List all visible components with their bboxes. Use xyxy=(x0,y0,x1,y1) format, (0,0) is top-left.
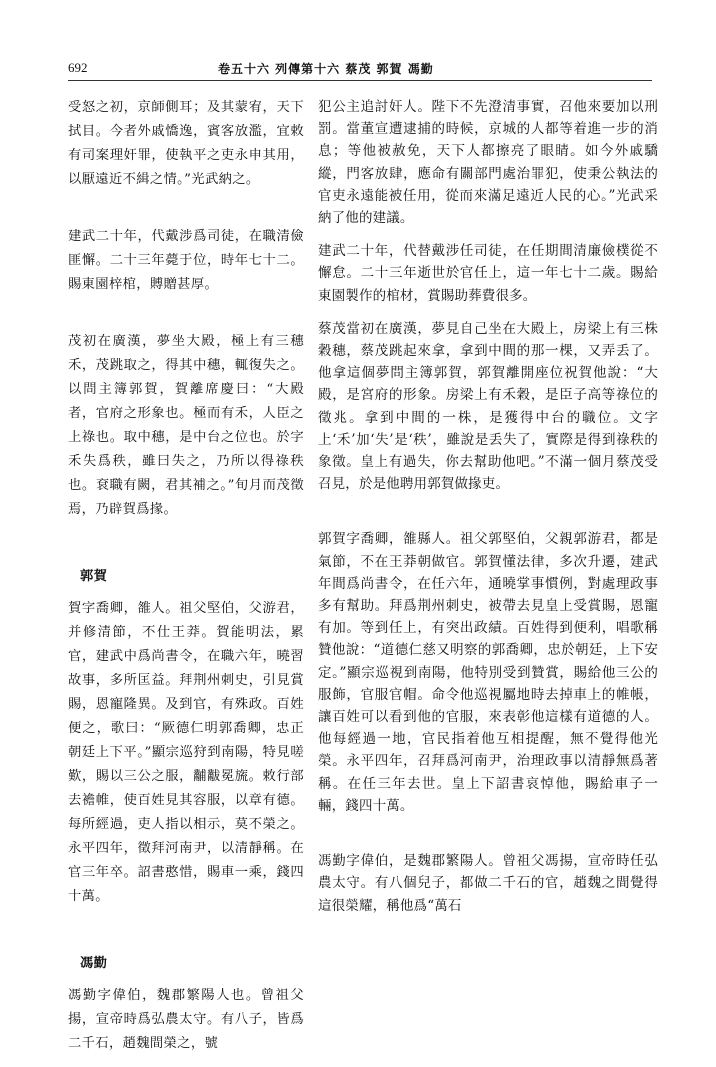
translation-paragraph-3: 蔡茂當初在廣漢，夢見自己坐在大殿上，房梁上有三株穀穗，蔡茂跳起來拿，拿到中間的那一棵，又弄丢了。他拿這個夢問主簿郭賀，郭賀離開座位祝賀他說：“大殿，是宮府的形象。房梁上有禾穀，是臣子高等祿位的徵兆。拿到中間的一株，是獲得中台的職位。文字上‘禾’加‘失’是‘秩’，雖說是丢失了，實際是得到祿秩的象徵。皇上有過失，你去幫助他吧。”不滿一個月蔡茂受召見，於是他聘用郭賀做掾吏。 xyxy=(318,320,658,493)
page-number: 692 xyxy=(68,60,88,75)
paragraph-gap xyxy=(68,203,304,225)
translation-column xyxy=(318,96,658,928)
translation-paragraph-4: 郭賀字喬卿，雒縣人。祖父郭堅伯，父親郭游君，都是氣節，不在王莽朝做官。郭賀懂法律，多次升遷，建武年間爲尚書令，在任六年，通曉掌事慣例，對處理政事多有幫助。拜爲荆州刺史，被帶去見皇上受賞賜，恩寵有加。等到任上，有突出政績。百姓得到便利，唱歌稱贊他說：“道德仁慈又明察的郭喬卿，忠於朝廷，上下安定。”顯宗巡視到南陽，他特別受到贊賞，賜給他三公的服飾，官服官帽。命令他巡視屬地時去掉車上的帷帳，讓百姓可以看到他的官服，來表彰他這樣有道德的人。他每經過一地，官民指着他互相提醒，無不覺得他光榮。永平四年，召拜爲河南尹，治理政事以清靜無爲著稱。在任三年去世。皇上下詔書哀悼他，賜給車子一輛，錢四十萬。 xyxy=(318,531,658,814)
classical-text-column xyxy=(68,96,304,1067)
page-header xyxy=(68,60,648,80)
paragraph-gap xyxy=(68,533,304,555)
section-heading-guo-he: 郭賀 xyxy=(80,569,108,584)
paragraph-gap xyxy=(68,308,304,330)
translation-paragraph-2: 建武二十年，代替戴涉任司徒，在任期間清廉儉樸從不懈怠。二十三年逝世於官任上，這一年七十二歲。賜給東園製作的棺材，賞賜助葬費很多。 xyxy=(318,243,658,304)
classical-paragraph-5: 馮勤字偉伯，魏郡繁陽人也。曾祖父揚，宣帝時爲弘農太守。有八子，皆爲二千石，趙魏間榮之，號 xyxy=(68,988,304,1051)
running-head: 卷五十六 列傳第十六 蔡茂 郭賀 馮勤 xyxy=(218,62,434,76)
paragraph-gap xyxy=(318,828,658,850)
paragraph-gap xyxy=(68,920,304,942)
translation-paragraph-5: 馮勤字偉伯，是魏郡繁陽人。曾祖父馮揚，宣帝時任弘農太守。有八個兒子，都做二千石的官，趙魏之間覺得這很榮耀，稱他爲“萬石 xyxy=(318,853,658,914)
classical-paragraph-3: 茂初在廣漢，夢坐大殿，極上有三穗禾，茂跳取之，得其中穗，輒復失之。以問主簿郭賀，賀離席慶曰：“大殿者，官府之形象也。極而有禾，人臣之上祿也。取中穗，是中台之位也。於字禾失爲秩，雖曰失之，乃所以得祿秩也。袞職有闕，君其補之。”旬月而茂徵焉，乃辟賀爲掾。 xyxy=(68,334,304,517)
section-heading-feng-qin: 馮勤 xyxy=(80,956,108,971)
classical-paragraph-1: 受怒之初，京師側耳；及其蒙宥，天下拭目。今者外戚憍逸，賓客放濫，宜敕有司案理奸罪，使執平之吏永申其用，以厭遠近不緝之情。”光武納之。 xyxy=(68,100,304,187)
classical-paragraph-2: 建武二十年，代戴涉爲司徒，在職清儉匪懈。二十三年薨于位，時年七十二。賜東園梓棺，賻贈甚厚。 xyxy=(68,229,304,292)
classical-paragraph-4: 賀字喬卿，雒人。祖父堅伯，父游君，并修清節，不仕王莽。賀能明法，累官，建武中爲尚書令，在職六年，曉習故事，多所匡益。拜荆州刺史，引見賞賜，恩寵隆異。及到官，有殊政。百姓便之，歌曰：“厥德仁明郭喬卿，忠正朝廷上下平。”顯宗巡狩到南陽，特見嗟歎，賜以三公之服，黼黻冕旒。敕行部去襜帷，使百姓見其容服，以章有德。每所經過，吏人指以相示，莫不榮之。永平四年，徵拜河南尹，以清靜稱。在官三年卒。詔書憨惜，賜車一乘，錢四十萬。 xyxy=(68,601,304,904)
paragraph-gap xyxy=(318,506,658,528)
translation-paragraph-1: 犯公主追討奸人。陛下不先澄清事實，召他來要加以刑罰。當董宣遭逮捕的時候，京城的人都等着進一步的消息；等他被赦免，天下人都擦亮了眼睛。如今外戚驕縱，門客放肆，應命有關部門處治罪犯，使秉公執法的官吏永遠能被任用，從而來滿足遠近人民的心。”光武采納了他的建議。 xyxy=(318,99,658,227)
header-rule xyxy=(68,80,652,81)
